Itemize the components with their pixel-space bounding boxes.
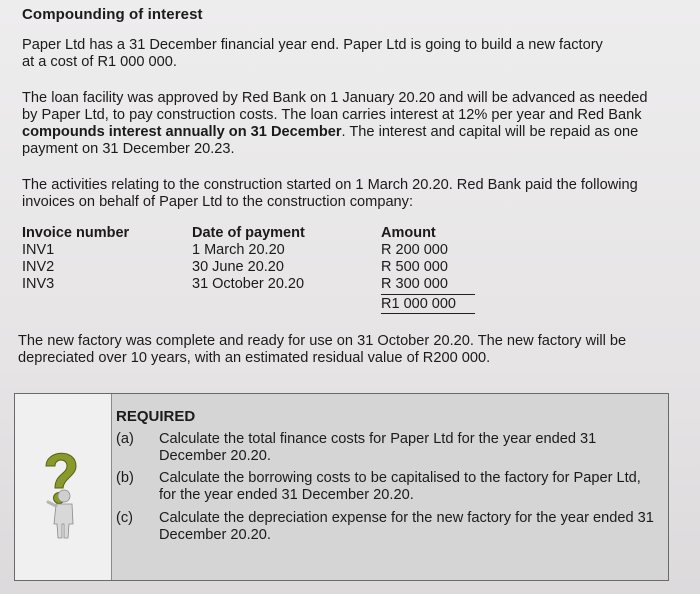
required-item-text: Calculate the borrowing costs to be capitalised to the factory for Paper Ltd, for the year ended 31 December 20.20.	[159, 470, 641, 503]
date-cell: 31 October 20.20	[192, 276, 305, 292]
date-header: Date of payment	[192, 225, 305, 241]
invoice-header: Invoice number	[22, 225, 130, 241]
required-title: REQUIRED	[116, 408, 196, 425]
loan-paragraph	[22, 90, 652, 158]
invoice-column	[22, 225, 129, 293]
question-mark-person-icon	[38, 444, 84, 540]
date-column	[192, 225, 305, 293]
amount-cell: R 300 000	[381, 276, 448, 292]
activities-paragraph: The activities relating to the construction started on 1 March 20.20. Red Bank paid the following invoices on behalf of Paper Ltd to the construction company:	[22, 177, 638, 210]
invoice-cell: INV3	[22, 276, 55, 292]
date-cell: 1 March 20.20	[192, 242, 285, 258]
invoice-cell: INV1	[22, 242, 55, 258]
required-item-text: Calculate the depreciation expense for the new factory for the year ended 31 December 20.20.	[159, 510, 654, 543]
amount-header: Amount	[381, 225, 436, 241]
required-item-text: Calculate the total finance costs for Paper Ltd for the year ended 31 December 20.20.	[159, 431, 597, 464]
date-cell: 30 June 20.20	[192, 259, 284, 275]
required-item-label: (a)	[116, 431, 134, 447]
amount-cell: R 500 000	[381, 259, 448, 275]
amount-cell: R 200 000	[381, 242, 448, 258]
intro-line-1: Paper Ltd has a 31 December financial year end. Paper Ltd is going to build a new factory	[22, 37, 603, 53]
required-item-label: (c)	[116, 510, 134, 526]
depreciation-paragraph: The new factory was complete and ready for use on 31 October 20.20. The new factory will be depreciated over 10 years, with an estimated residual value of R200 000.	[18, 333, 627, 366]
page-title: Compounding of interest	[22, 6, 203, 23]
invoice-cell: INV2	[22, 259, 55, 275]
required-item-label: (b)	[116, 470, 134, 486]
loan-text-a: The loan facility was approved by Red Bank on 1 January 20.20 and will be advanced as needed by Paper Ltd, to pay construction costs. The loan carries interest at 12% per year and Red Bank	[22, 90, 648, 123]
amount-total: R1 000 000	[381, 294, 475, 314]
loan-text-b: . The interest and capital will be repaid as one payment on 31 December 20.23.	[22, 124, 639, 157]
intro-paragraph	[22, 37, 652, 71]
intro-line-2: at a cost of R1 000 000.	[22, 54, 177, 70]
amount-column	[381, 225, 475, 314]
loan-text-bold: compounds interest annually on 31 December	[22, 124, 342, 140]
